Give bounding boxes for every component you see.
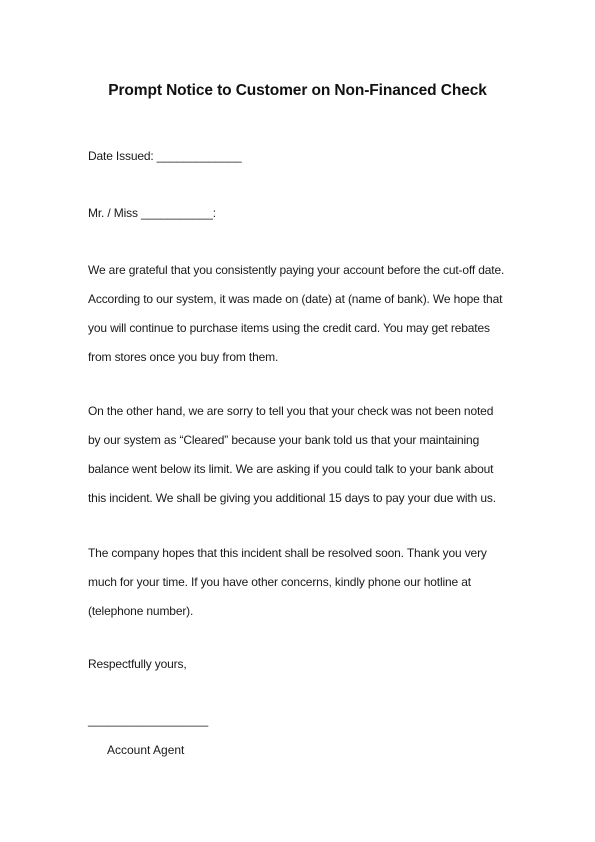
paragraph-line: We are grateful that you consistently paying your account before the cut-off date. [88, 263, 505, 277]
paragraph-line: you will continue to purchase items using the credit card. You may get rebates [88, 321, 490, 335]
closing-line: Respectfully yours, [88, 657, 187, 671]
signer-title: Account Agent [107, 743, 185, 757]
paragraph-closing-remarks [88, 539, 518, 626]
salutation-line: Mr. / Miss ___________: [88, 206, 216, 220]
paragraph-line: this incident. We shall be giving you additional 15 days to pay your due with us. [88, 491, 496, 505]
paragraph-line: from stores once you buy from them. [88, 350, 279, 364]
paragraph-check-status [88, 397, 518, 513]
paragraph-line: According to our system, it was made on (date) at (name of bank). We hope that [88, 292, 503, 306]
paragraph-line: The company hopes that this incident shall be resolved soon. Thank you very [88, 546, 487, 560]
paragraph-line: On the other hand, we are sorry to tell you that your check was not been noted [88, 404, 494, 418]
paragraph-line: much for your time. If you have other concerns, kindly phone our hotline at [88, 575, 471, 589]
date-issued-line: Date Issued: _____________ [88, 149, 242, 163]
paragraph-line: balance went below its limit. We are asking if you could talk to your bank about [88, 462, 494, 476]
paragraph-line: (telephone number). [88, 604, 194, 618]
paragraph-gratitude [88, 256, 518, 372]
paragraph-line: by our system as “Cleared” because your bank told us that your maintaining [88, 433, 480, 447]
signature-line: __________________ [88, 713, 209, 727]
document-title: Prompt Notice to Customer on Non-Financed Check [108, 82, 487, 99]
